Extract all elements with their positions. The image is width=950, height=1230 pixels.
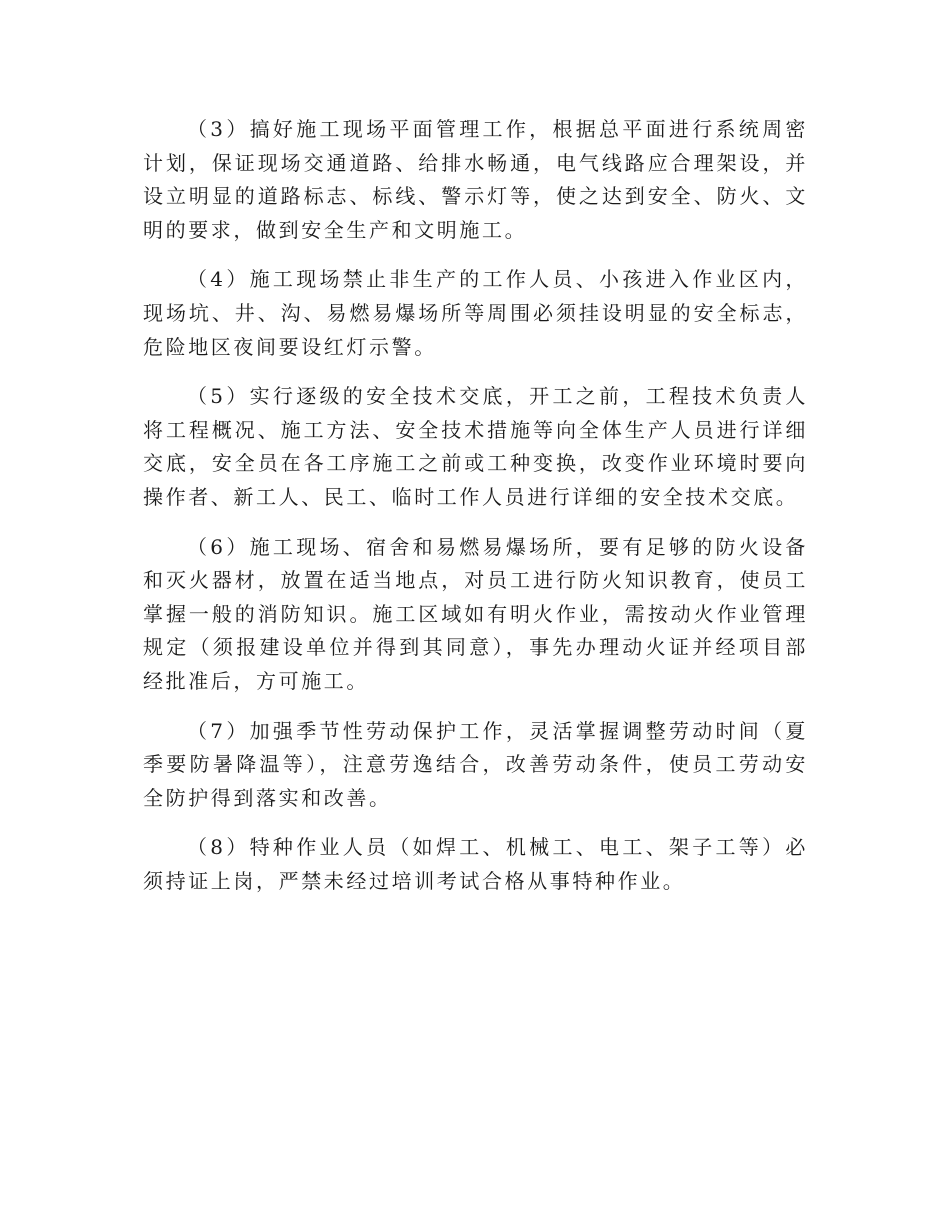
paragraph-8: （8）特种作业人员（如焊工、机械工、电工、架子工等）必须持证上岗，严禁未经过培训考试合格从事特种作业。	[143, 835, 808, 893]
paragraph-7: （7）加强季节性劳动保护工作，灵活掌握调整劳动时间（夏季要防暑降温等），注意劳逸结合，改善劳动条件，使员工劳动安全防护得到落实和改善。	[143, 718, 808, 810]
paragraph-6: （6）施工现场、宿舍和易燃易爆场所，要有足够的防火设备和灭火器材，放置在适当地点，对员工进行防火知识教育，使员工掌握一般的消防知识。施工区域如有明火作业，需按动火作业管理规定（须报建设单位并得到其同意），事先办理动火证并经项目部经批准后，方可施工。	[143, 534, 808, 693]
paragraph-3: （3）搞好施工现场平面管理工作，根据总平面进行系统周密计划，保证现场交通道路、给排水畅通，电气线路应合理架设，并设立明显的道路标志、标线、警示灯等，使之达到安全、防火、文明的要求，做到安全生产和文明施工。	[143, 117, 808, 242]
document-body	[143, 113, 808, 914]
paragraph-5: （5）实行逐级的安全技术交底，开工之前，工程技术负责人将工程概况、施工方法、安全技术措施等向全体生产人员进行详细交底，安全员在各工序施工之前或工种变换，改变作业环境时要向操作者、新工人、民工、临时工作人员进行详细的安全技术交底。	[143, 384, 808, 509]
paragraph-4: （4）施工现场禁止非生产的工作人员、小孩进入作业区内，现场坑、井、沟、易燃易爆场所等周围必须挂设明显的安全标志，危险地区夜间要设红灯示警。	[143, 267, 808, 359]
